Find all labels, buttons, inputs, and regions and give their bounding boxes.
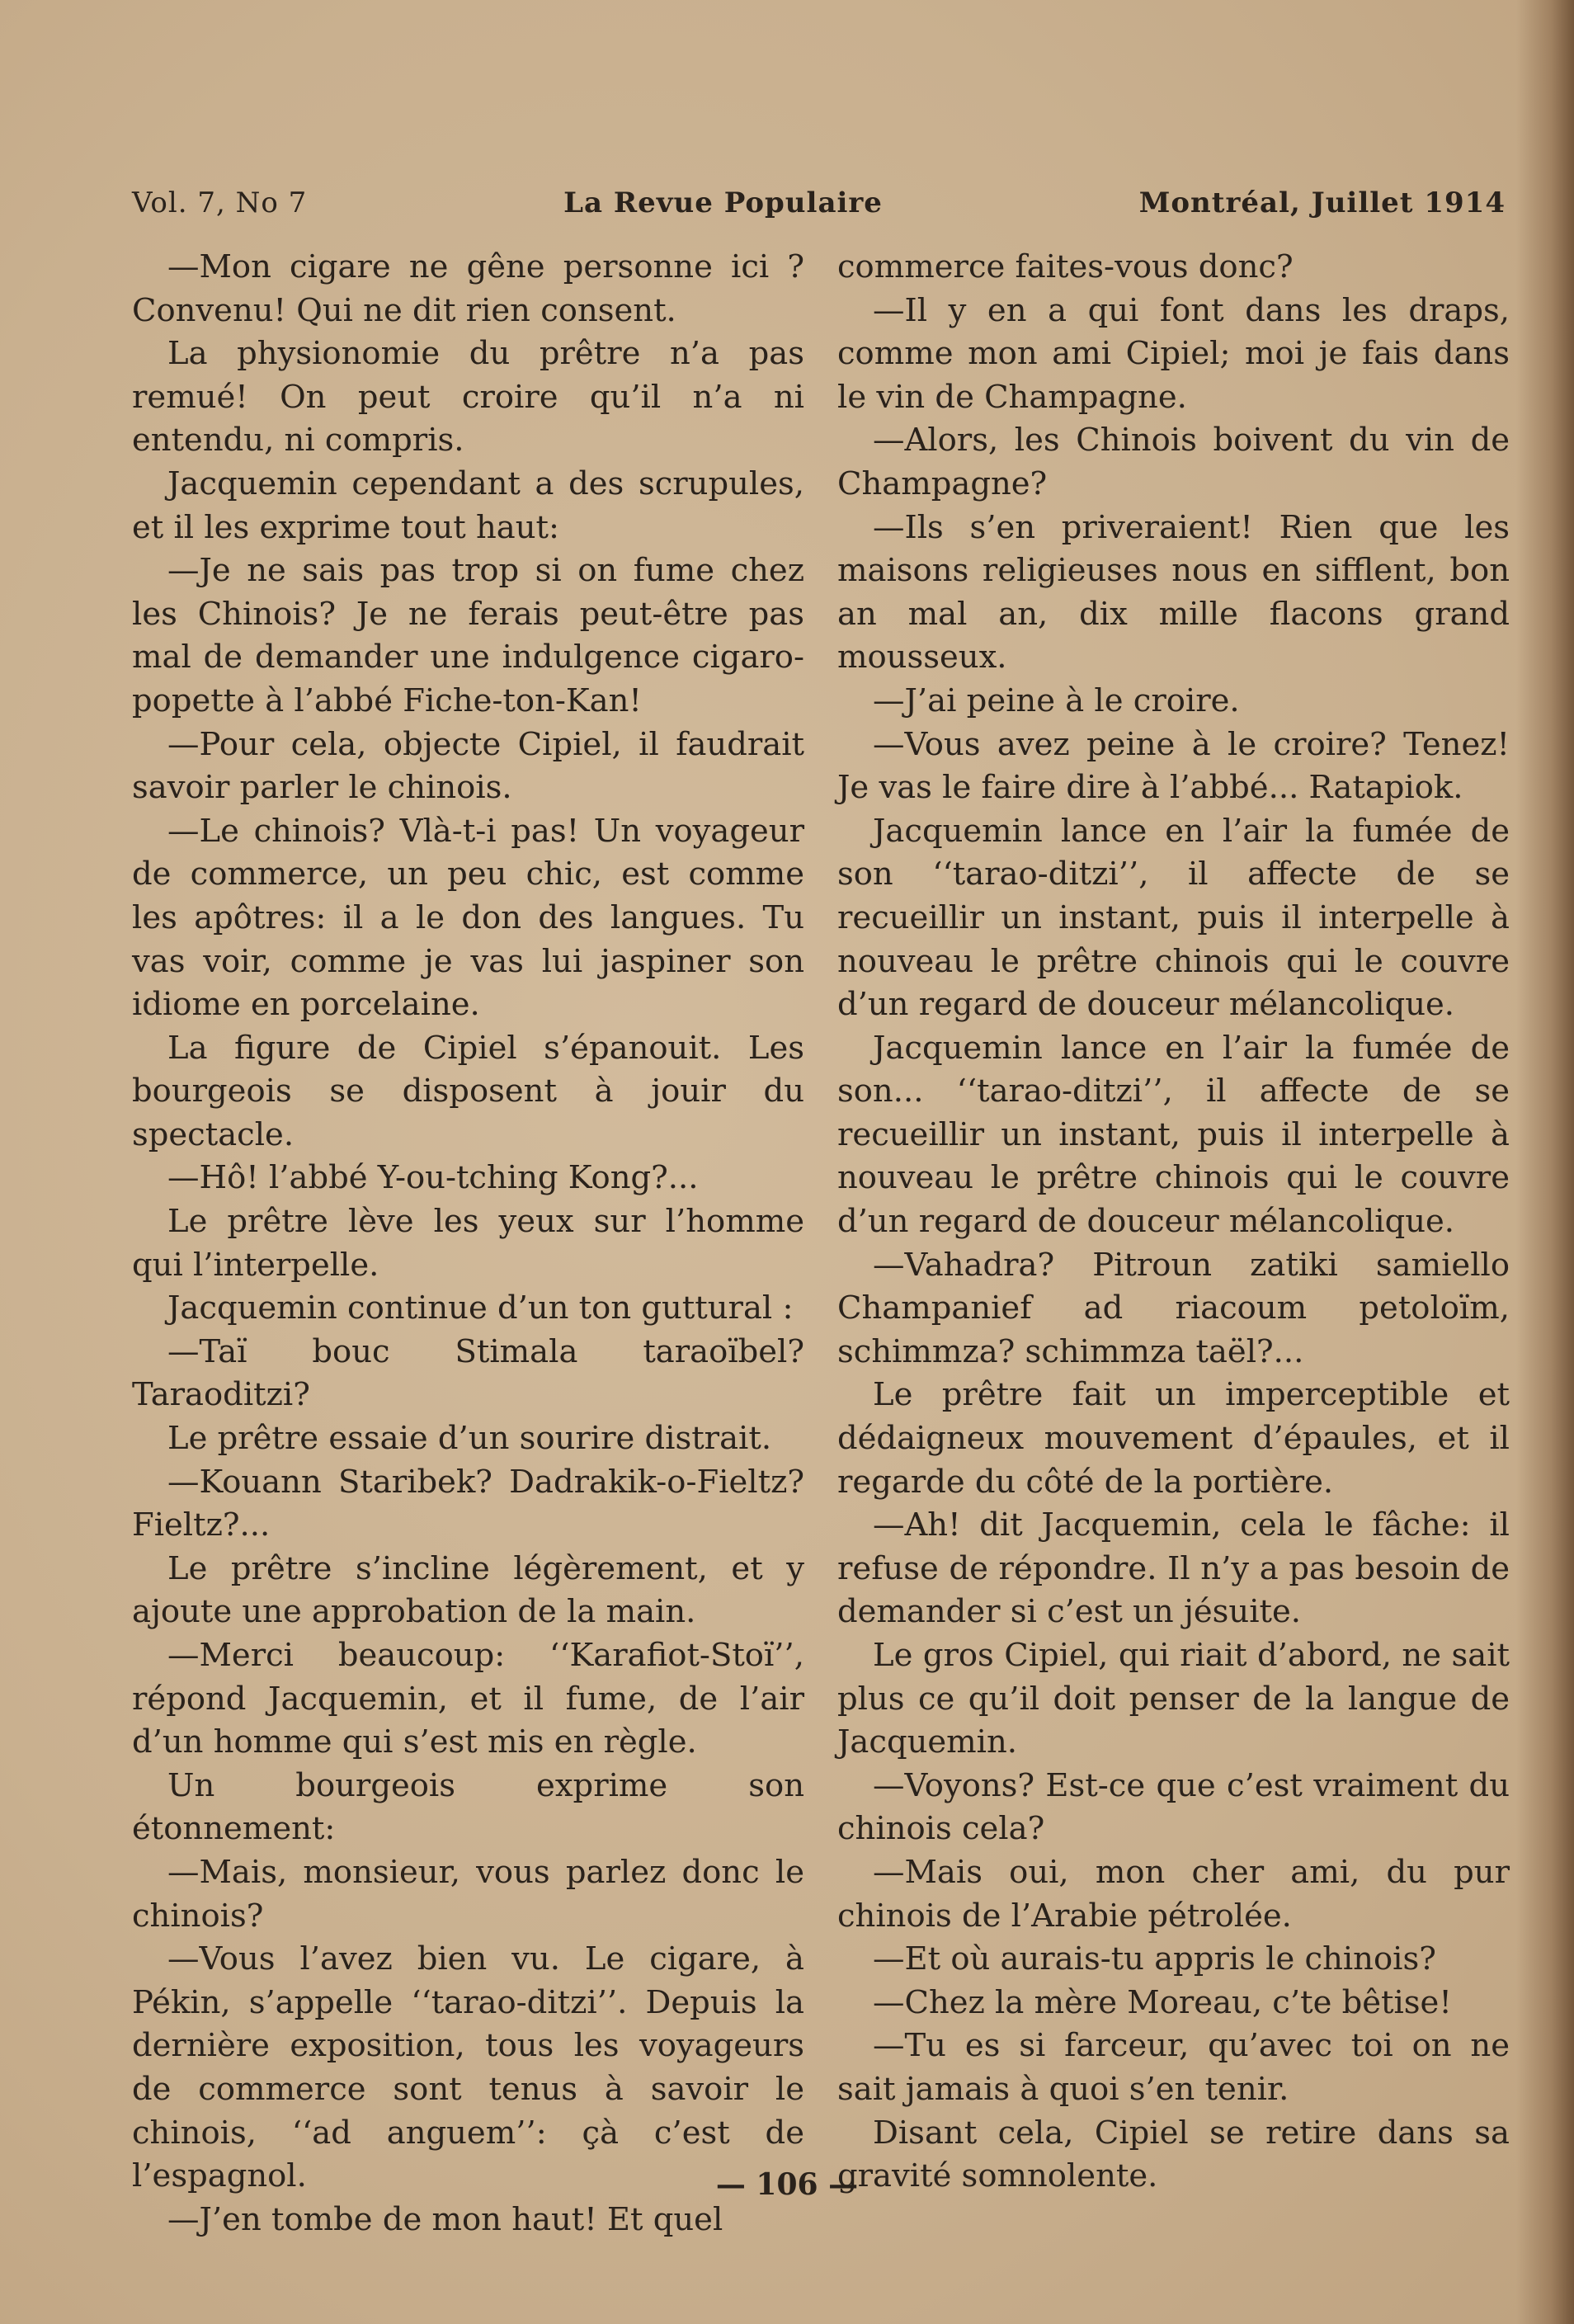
left-column bbox=[132, 246, 804, 2242]
volume-number: Vol. 7, No 7 bbox=[132, 186, 308, 219]
paragraph: —Kouann Staribek? Dadrakik-o-Fieltz? Fieltz?... bbox=[132, 1463, 804, 1544]
paragraph: Jacquemin lance en l’air la fumée de son... ‘‘tarao-ditzi’’, il affecte de se recueillir un instant, puis il interpelle à nouveau le prêtre chinois qui le couvre d’un regard de douceur mélancolique. bbox=[837, 1029, 1510, 1241]
paragraph: —Pour cela, objecte Cipiel, il faudrait savoir parler le chinois. bbox=[132, 725, 804, 807]
paragraph: Le prêtre lève les yeux sur l’homme qui l’interpelle. bbox=[132, 1203, 804, 1284]
paragraph: —Et où aurais-tu appris le chinois? bbox=[873, 1940, 1436, 1978]
publication-title: La Revue Populaire bbox=[563, 186, 883, 219]
paragraph: —Voyons? Est-ce que c’est vraiment du chinois cela? bbox=[837, 1766, 1510, 1848]
paragraph: —Hô! l’abbé Y-ou-tching Kong?... bbox=[167, 1159, 699, 1197]
paragraph: —Vous avez peine à le croire? Tenez! Je vas le faire dire à l’abbé... Ratapiok. bbox=[837, 725, 1510, 807]
paragraph: —Merci beaucoup: ‘‘Karafiot-Stoï’’, répond Jacquemin, et il fume, de l’air d’un homme qui s’est mis en règle. bbox=[132, 1637, 804, 1761]
paragraph: —J’ai peine à le croire. bbox=[873, 681, 1240, 719]
paragraph: —Le chinois? Vlà-t-i pas! Un voyageur de commerce, un peu chic, est comme les apôtres: il a le don des langues. Tu vas voir, comme je vas lui jaspiner son idiome en porcelaine. bbox=[132, 812, 804, 1024]
paragraph: —Je ne sais pas trop si on fume chez les Chinois? Je ne ferais peut-être pas mal de demander une indulgence cigaro-popette à l’abbé Fiche-ton-Kan! bbox=[132, 552, 804, 719]
paragraph: Le prêtre fait un imperceptible et dédaigneux mouvement d’épaules, et il regarde du côté de la portière. bbox=[837, 1376, 1510, 1501]
right-column bbox=[837, 246, 1510, 2199]
paragraph-continued: commerce faites-vous donc? bbox=[837, 248, 1294, 285]
paragraph: —Il y en a qui font dans les draps, comme mon ami Cipiel; moi je fais dans le vin de Champagne. bbox=[837, 291, 1510, 416]
place-date: Montréal, Juillet 1914 bbox=[1138, 186, 1506, 219]
paragraph: Le prêtre essaie d’un sourire distrait. bbox=[167, 1420, 772, 1458]
running-header bbox=[132, 186, 1506, 236]
paragraph: —Chez la mère Moreau, c’te bêtise! bbox=[873, 1983, 1452, 2021]
paragraph: La physionomie du prêtre n’a pas remué! On peut croire qu’il n’a ni entendu, ni compris. bbox=[132, 335, 804, 460]
paragraph: —Mon cigare ne gêne personne ici ? Convenu! Qui ne dit rien consent. bbox=[132, 248, 804, 329]
paragraph: Le prêtre s’incline légèrement, et y ajoute une approbation de la main. bbox=[132, 1549, 804, 1631]
paragraph: —Ils s’en priveraient! Rien que les maisons religieuses nous en sifflent, bon an mal an, dix mille flacons grand mousseux. bbox=[837, 508, 1510, 676]
paragraph: Disant cela, Cipiel se retire dans sa gravité somnolente. bbox=[837, 2114, 1510, 2195]
paragraph: —J’en tombe de mon haut! Et quel bbox=[167, 2200, 723, 2238]
paragraph: —Ah! dit Jacquemin, cela le fâche: il refuse de répondre. Il n’y a pas besoin de demander si c’est un jésuite. bbox=[837, 1506, 1510, 1631]
paragraph: Jacquemin lance en l’air la fumée de son ‘‘tarao-ditzi’’, il affecte de se recueillir un instant, puis il interpelle à nouveau le prêtre chinois qui le couvre d’un regard de douceur mélancolique. bbox=[837, 812, 1510, 1024]
paragraph: Un bourgeois exprime son étonnement: bbox=[132, 1766, 804, 1848]
paragraph: Le gros Cipiel, qui riait d’abord, ne sait plus ce qu’il doit penser de la langue de Jacquemin. bbox=[837, 1637, 1510, 1761]
page-edge-shadow bbox=[1516, 0, 1574, 2324]
paragraph: —Alors, les Chinois boivent du vin de Champagne? bbox=[837, 422, 1510, 502]
paragraph: La figure de Cipiel s’épanouit. Les bourgeois se disposent à jouir du spectacle. bbox=[132, 1029, 804, 1153]
page-number: — 106 — bbox=[715, 2167, 859, 2202]
paragraph: —Vous l’avez bien vu. Le cigare, à Pékin, s’appelle ‘‘tarao-ditzi’’. Depuis la dernière exposition, tous les voyageurs de commerce sont tenus à savoir le chinois, ‘‘ad anguem’’: çà c’est de l’espagnol. bbox=[132, 1940, 804, 2195]
paragraph: —Taï bouc Stimala taraoïbel? Taraoditzi? bbox=[132, 1332, 804, 1414]
paragraph: Jacquemin cependant a des scrupules, et il les exprime tout haut: bbox=[132, 464, 804, 546]
paragraph: —Mais oui, mon cher ami, du pur chinois de l’Arabie pétrolée. bbox=[837, 1853, 1510, 1935]
paragraph: —Tu es si farceur, qu’avec toi on ne sait jamais à quoi s’en tenir. bbox=[837, 2027, 1510, 2108]
paragraph: Jacquemin continue d’un ton guttural : bbox=[167, 1289, 794, 1327]
paragraph: —Vahadra? Pitroun zatiki samiello Champanief ad riacoum petoloïm, schimmza? schimmza taël?... bbox=[837, 1246, 1510, 1370]
paragraph: —Mais, monsieur, vous parlez donc le chinois? bbox=[132, 1853, 804, 1935]
